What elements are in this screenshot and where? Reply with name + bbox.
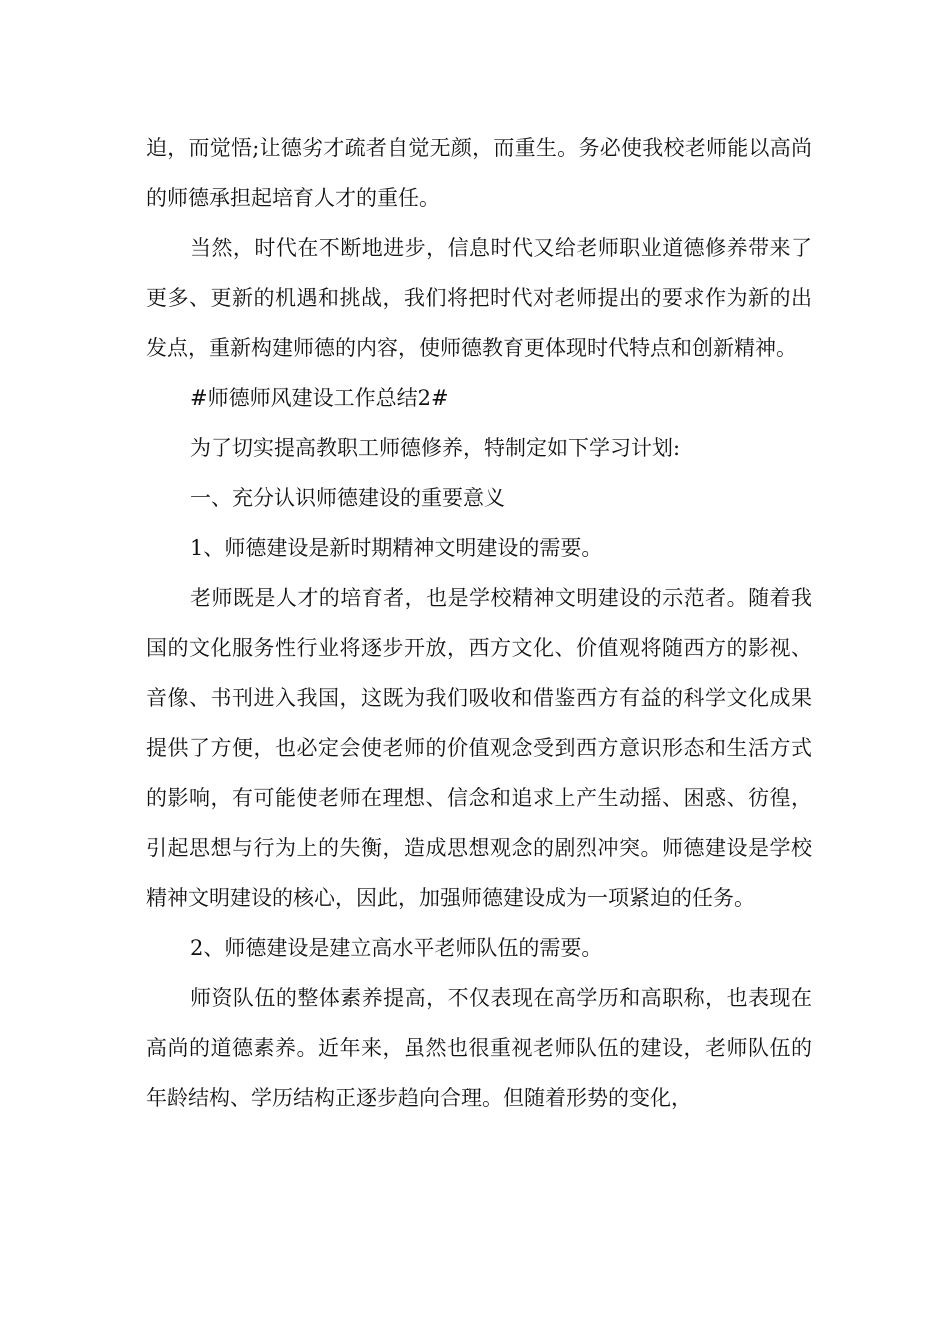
paragraph-point-2-body: 师资队伍的整体素养提高，不仅表现在高学历和高职称，也表现在高尚的道德素养。近年来，虽然也很重视老师队伍的建设，老师队伍的年龄结构、学历结构正逐步趋向合理。但随着形势的变化， (146, 986, 812, 1110)
heading-point-2: 2、师德建设是建立高水平老师队伍的需要。 (190, 936, 603, 960)
document-body (146, 123, 812, 1123)
paragraph-study-plan-intro: 为了切实提高教职工师德修养，特制定如下学习计划: (190, 436, 681, 460)
paragraph-era-progress: 当然，时代在不断地进步，信息时代又给老师职业道德修养带来了更多、更新的机遇和挑战，我们将把时代对老师提出的要求作为新的出发点，重新构建师德的内容，使师德教育更体现时代特点和创新精神。 (146, 236, 812, 360)
paragraph-continuation: 迫，而觉悟;让德劣才疏者自觉无颜，而重生。务必使我校老师能以高尚的师德承担起培育人才的重任。 (146, 136, 812, 210)
paragraph-point-1-body: 老师既是人才的培育者，也是学校精神文明建设的示范者。随着我国的文化服务性行业将逐步开放，西方文化、价值观将随西方的影视、音像、书刊进入我国，这既为我们吸收和借鉴西方有益的科学文化成果提供了方便，也必定会使老师的价值观念受到西方意识形态和生活方式的影响，有可能使老师在理想、信念和追求上产生动摇、困惑、彷徨，引起思想与行为上的失衡，造成思想观念的剧烈冲突。师德建设是学校精神文明建设的核心，因此，加强师德建设成为一项紧迫的任务。 (146, 586, 812, 910)
heading-point-1: 1、师德建设是新时期精神文明建设的需要。 (190, 536, 603, 560)
section-heading: #师德师风建设工作总结2# (190, 386, 449, 410)
heading-importance: 一、充分认识师德建设的重要意义 (190, 486, 505, 510)
